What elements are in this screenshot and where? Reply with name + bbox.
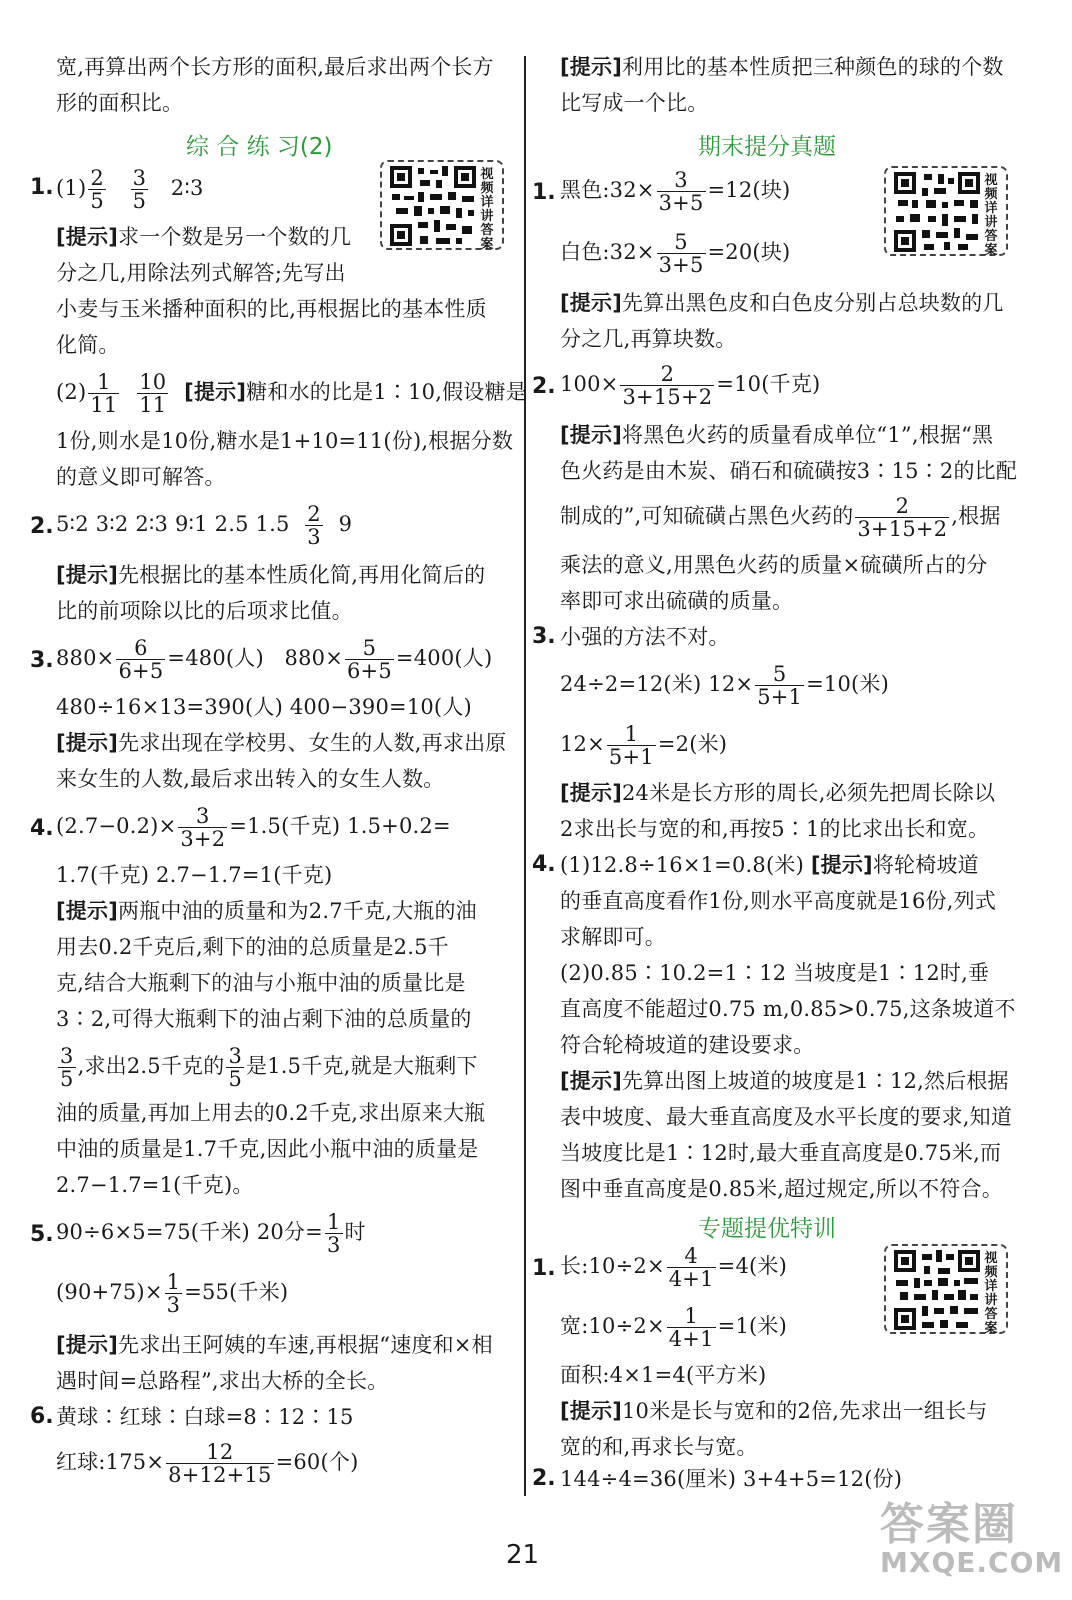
special-q1-answer-3: 面积:4×1=4(平方米): [560, 1363, 767, 1387]
watermark-url: MXQE.COM: [880, 1546, 1064, 1579]
qr-code[interactable]: [380, 160, 504, 250]
fraction: $\frac{5}{5+1}$: [757, 662, 803, 709]
final-q2-number: 2.: [532, 374, 556, 399]
q6-number: 6.: [30, 1404, 54, 1429]
final-q3-number: 3.: [532, 624, 556, 649]
q2-hint-line-2: 比的前项除以比的后项求比值。: [56, 599, 353, 623]
q4-hint-line-6: 油的质量,再加上用去的0.2千克,求出原来大瓶: [56, 1101, 486, 1125]
qr-label: 视频详讲答案: [984, 173, 998, 258]
qr-label: 视频详讲答案: [984, 1251, 998, 1336]
special-q1-hint-line-2: 宽的和,再求长与宽。: [560, 1435, 758, 1459]
q3-hint-line-1: [提示]先求出现在学校男、女生的人数,再求出原: [56, 731, 507, 755]
fraction: $\frac{1}{4+1}$: [668, 1304, 714, 1351]
special-q1-answer-2: 宽:10÷2× $\frac{1}{4+1}$ =1(米): [560, 1304, 788, 1351]
q1-hint-line-4: 化简。: [56, 333, 120, 357]
watermark-text: 答案圈: [880, 1499, 1018, 1550]
final-q3-hint-line-1: [提示]24米是长方形的周长,必须先把周长除以: [560, 781, 996, 805]
intro-line-1: 宽,再算出两个长方形的面积,最后求出两个长方: [56, 55, 494, 79]
special-q1-answer-1: 长:10÷2× $\frac{4}{4+1}$ =4(米): [560, 1244, 788, 1291]
q3-answer-2: 480÷16×13=390(人) 400−390=10(人): [56, 695, 472, 719]
final-q4-line-5: 直高度不能超过0.75 m,0.85>0.75,这条坡道不: [560, 997, 1016, 1021]
q6-answer-1: 黄球∶红球∶白球=8∶12∶15: [56, 1405, 354, 1429]
fraction: $\frac{3}{5}$: [132, 166, 147, 213]
q4-answer-1: (2.7−0.2)× $\frac{3}{3+2}$ =1.5(千克) 1.5+0.2=: [56, 804, 451, 851]
fraction: $\frac{2}{5}$: [90, 166, 104, 213]
intro-hint-line-2: 比写成一个比。: [560, 91, 709, 115]
qr-code-icon: [894, 1250, 980, 1330]
intro-hint-line-1: [提示]利用比的基本性质把三种颜色的球的个数: [560, 55, 1004, 79]
final-q1-answer-1: 黑色:32× $\frac{3}{3+5}$ =12(块): [560, 168, 791, 215]
fraction: $\frac{3}{5}$: [60, 1044, 74, 1091]
fraction: $\frac{3}{3+2}$: [180, 804, 226, 851]
section-title-final-exam: 期末提分真题: [698, 134, 836, 160]
special-q2-number: 2.: [532, 1466, 556, 1491]
q1-answer-1: (1) $\frac{2}{5}$ $\frac{3}{5}$ 2∶3: [56, 166, 204, 213]
q1-hint-line-3: 小麦与玉米播种面积的比,再根据比的基本性质: [56, 297, 487, 321]
q5-number: 5.: [30, 1222, 54, 1247]
fraction: $\frac{10}{11}$: [139, 370, 167, 417]
fraction: $\frac{1}{3}$: [166, 1270, 181, 1317]
final-q4-hint-line-3: 当坡度比是1∶12时,最大垂直高度是0.75米,而: [560, 1141, 1002, 1165]
special-q2-answer: 144÷4=36(厘米) 3+4+5=12(份): [560, 1467, 903, 1491]
q4-hint-line-2: 用去0.2千克后,剩下的油的总质量是2.5千: [56, 935, 449, 959]
q6-answer-2: 红球:175× $\frac{12}{8+12+15}$ =60(个): [56, 1440, 359, 1487]
final-q4-hint-line-2: 表中坡度、最大垂直高度及水平长度的要求,知道: [560, 1105, 1013, 1129]
final-q4-line-6: 符合轮椅坡道的建设要求。: [560, 1033, 815, 1057]
final-q3-answer-1: 小强的方法不对。: [560, 625, 730, 649]
final-q2-hint-line-3: 制成的”,可知硫磺占黑色火药的 $\frac{2}{3+15+2}$ ,根据: [560, 494, 1001, 541]
q5-answer-2: (90+75)× $\frac{1}{3}$ =55(千米): [56, 1270, 289, 1317]
fraction: $\frac{3}{5}$: [228, 1044, 242, 1091]
final-q4-line-4: (2)0.85∶10.2=1∶12 当坡度是1∶12时,垂: [560, 961, 990, 985]
watermark: [880, 1488, 1063, 1579]
final-q4-hint-line-1: [提示]先算出图上坡道的坡度是1∶12,然后根据: [560, 1069, 1009, 1093]
final-q1-hint-line-1: [提示]先算出黑色皮和白色皮分别占总块数的几: [560, 291, 1004, 315]
fraction: $\frac{5}{6+5}$: [347, 636, 392, 683]
qr-code-icon: [894, 172, 980, 252]
qr-label: 视频详讲答案: [480, 167, 494, 252]
final-q3-answer-3: 12× $\frac{1}{5+1}$ =2(米): [560, 722, 728, 769]
fraction: $\frac{4}{4+1}$: [668, 1244, 714, 1291]
final-q1-answer-2: 白色:32× $\frac{5}{3+5}$ =20(块): [560, 230, 791, 277]
special-q1-number: 1.: [532, 1256, 556, 1281]
final-q4-hint-line-4: 图中垂直高度是0.85米,超过规定,所以不符合。: [560, 1177, 1003, 1201]
fraction: $\frac{2}{3}$: [307, 502, 321, 549]
final-q1-number: 1.: [532, 180, 556, 205]
q5-answer-1: 90÷6×5=75(千米) 20分= $\frac{1}{3}$ 时: [56, 1210, 366, 1257]
section-title-comprehensive: 综 合 练 习(2): [186, 134, 333, 160]
page-number: 21: [506, 1540, 540, 1570]
q2-answer: 5∶2 3∶2 2∶3 9∶1 2.5 1.5 $\frac{2}{3}$ 9: [56, 502, 353, 549]
q3-hint-line-2: 来女生的人数,最后求出转入的女生人数。: [56, 767, 445, 791]
left-column: [0, 0, 530, 1600]
final-q2-hint-line-5: 率即可求出硫磺的质量。: [560, 589, 794, 613]
qr-code[interactable]: [884, 1244, 1008, 1334]
q1-answer-2: (2) $\frac{1}{11}$ $\frac{10}{11}$ [提示]糖和水的比是1∶10,假设糖是: [56, 370, 527, 417]
final-q4-line-3: 求解即可。: [560, 925, 666, 949]
fraction: $\frac{12}{8+12+15}$: [168, 1440, 272, 1487]
fraction: $\frac{1}{3}$: [326, 1210, 341, 1257]
special-q1-hint-line-1: [提示]10米是长与宽和的2倍,先求出一组长与: [560, 1399, 988, 1423]
final-q2-answer: 100× $\frac{2}{3+15+2}$ =10(千克): [560, 362, 821, 409]
q1-number: 1.: [30, 175, 54, 200]
fraction: $\frac{1}{5+1}$: [608, 722, 654, 769]
right-column: [532, 0, 1072, 1600]
final-q1-hint-line-2: 分之几,再算块数。: [560, 327, 737, 351]
q4-hint-line-4: 3∶2,可得大瓶剩下的油占剩下油的总质量的: [56, 1007, 472, 1031]
q3-answer-1: 880× $\frac{6}{6+5}$ =480(人) 880× $\frac{5}{6+5}$ =400(人): [56, 636, 493, 683]
q2-hint-line-1: [提示]先根据比的基本性质化简,再用化简后的: [56, 563, 486, 587]
q1-hint-line-2: 分之几,用除法列式解答;先写出: [56, 261, 346, 285]
fraction: $\frac{3}{3+5}$: [658, 168, 704, 215]
q4-answer-2: 1.7(千克) 2.7−1.7=1(千克): [56, 863, 333, 887]
fraction: $\frac{5}{3+5}$: [658, 230, 704, 277]
q4-number: 4.: [30, 816, 54, 841]
q5-hint-line-1: [提示]先求出王阿姨的车速,再根据“速度和×相: [56, 1333, 493, 1357]
fraction: $\frac{2}{3+15+2}$: [622, 362, 713, 409]
final-q3-hint-line-2: 2求出长与宽的和,再按5∶1的比求出长和宽。: [560, 817, 990, 841]
final-q4-line-1: (1)12.8÷16×1=0.8(米) [提示]将轮椅坡道: [560, 853, 979, 877]
q4-hint-line-1: [提示]两瓶中油的质量和为2.7千克,大瓶的油: [56, 899, 477, 923]
q4-hint-line-8: 2.7−1.7=1(千克)。: [56, 1173, 254, 1197]
q4-hint-line-7: 中油的质量是1.7千克,因此小瓶中油的质量是: [56, 1137, 479, 1161]
fraction: $\frac{2}{3+15+2}$: [857, 494, 948, 541]
q4-hint-line-3: 克,结合大瓶剩下的油与小瓶中油的质量比是: [56, 971, 466, 995]
fraction: $\frac{6}{6+5}$: [118, 636, 164, 683]
final-q2-hint-line-4: 乘法的意义,用黑色火药的质量×硫磺所占的分: [560, 553, 988, 577]
final-q2-hint-line-2: 色火药是由木炭、硝石和硫磺按3∶15∶2的比配: [560, 459, 1018, 483]
final-q2-hint-line-1: [提示]将黑色火药的质量看成单位“1”,根据“黑: [560, 423, 994, 447]
final-q4-number: 4.: [532, 852, 556, 877]
q5-hint-line-2: 遇时间=总路程”,求出大桥的全长。: [56, 1369, 389, 1393]
final-q4-line-2: 的垂直高度看作1份,则水平高度就是16份,列式: [560, 889, 997, 913]
qr-code-icon: [390, 166, 476, 246]
q1-hint2-line-2: 1份,则水是10份,糖水是1+10=11(份),根据分数: [56, 429, 514, 453]
intro-line-2: 形的面积比。: [56, 91, 184, 115]
q2-number: 2.: [30, 514, 54, 539]
final-q3-answer-2: 24÷2=12(米) 12× $\frac{5}{5+1}$ =10(米): [560, 662, 890, 709]
q3-number: 3.: [30, 648, 54, 673]
section-title-special-training: 专题提优特训: [698, 1216, 836, 1242]
q1-hint2-line-3: 的意义即可解答。: [56, 465, 226, 489]
qr-code[interactable]: [884, 166, 1008, 256]
q4-hint-line-5: $\frac{3}{5}$ ,求出2.5千克的 $\frac{3}{5}$ 是1.5千克,就是大瓶剩下: [60, 1044, 478, 1091]
fraction: $\frac{1}{11}$: [90, 370, 118, 417]
q1-hint-line-1: [提示]求一个数是另一个数的几: [56, 225, 352, 249]
